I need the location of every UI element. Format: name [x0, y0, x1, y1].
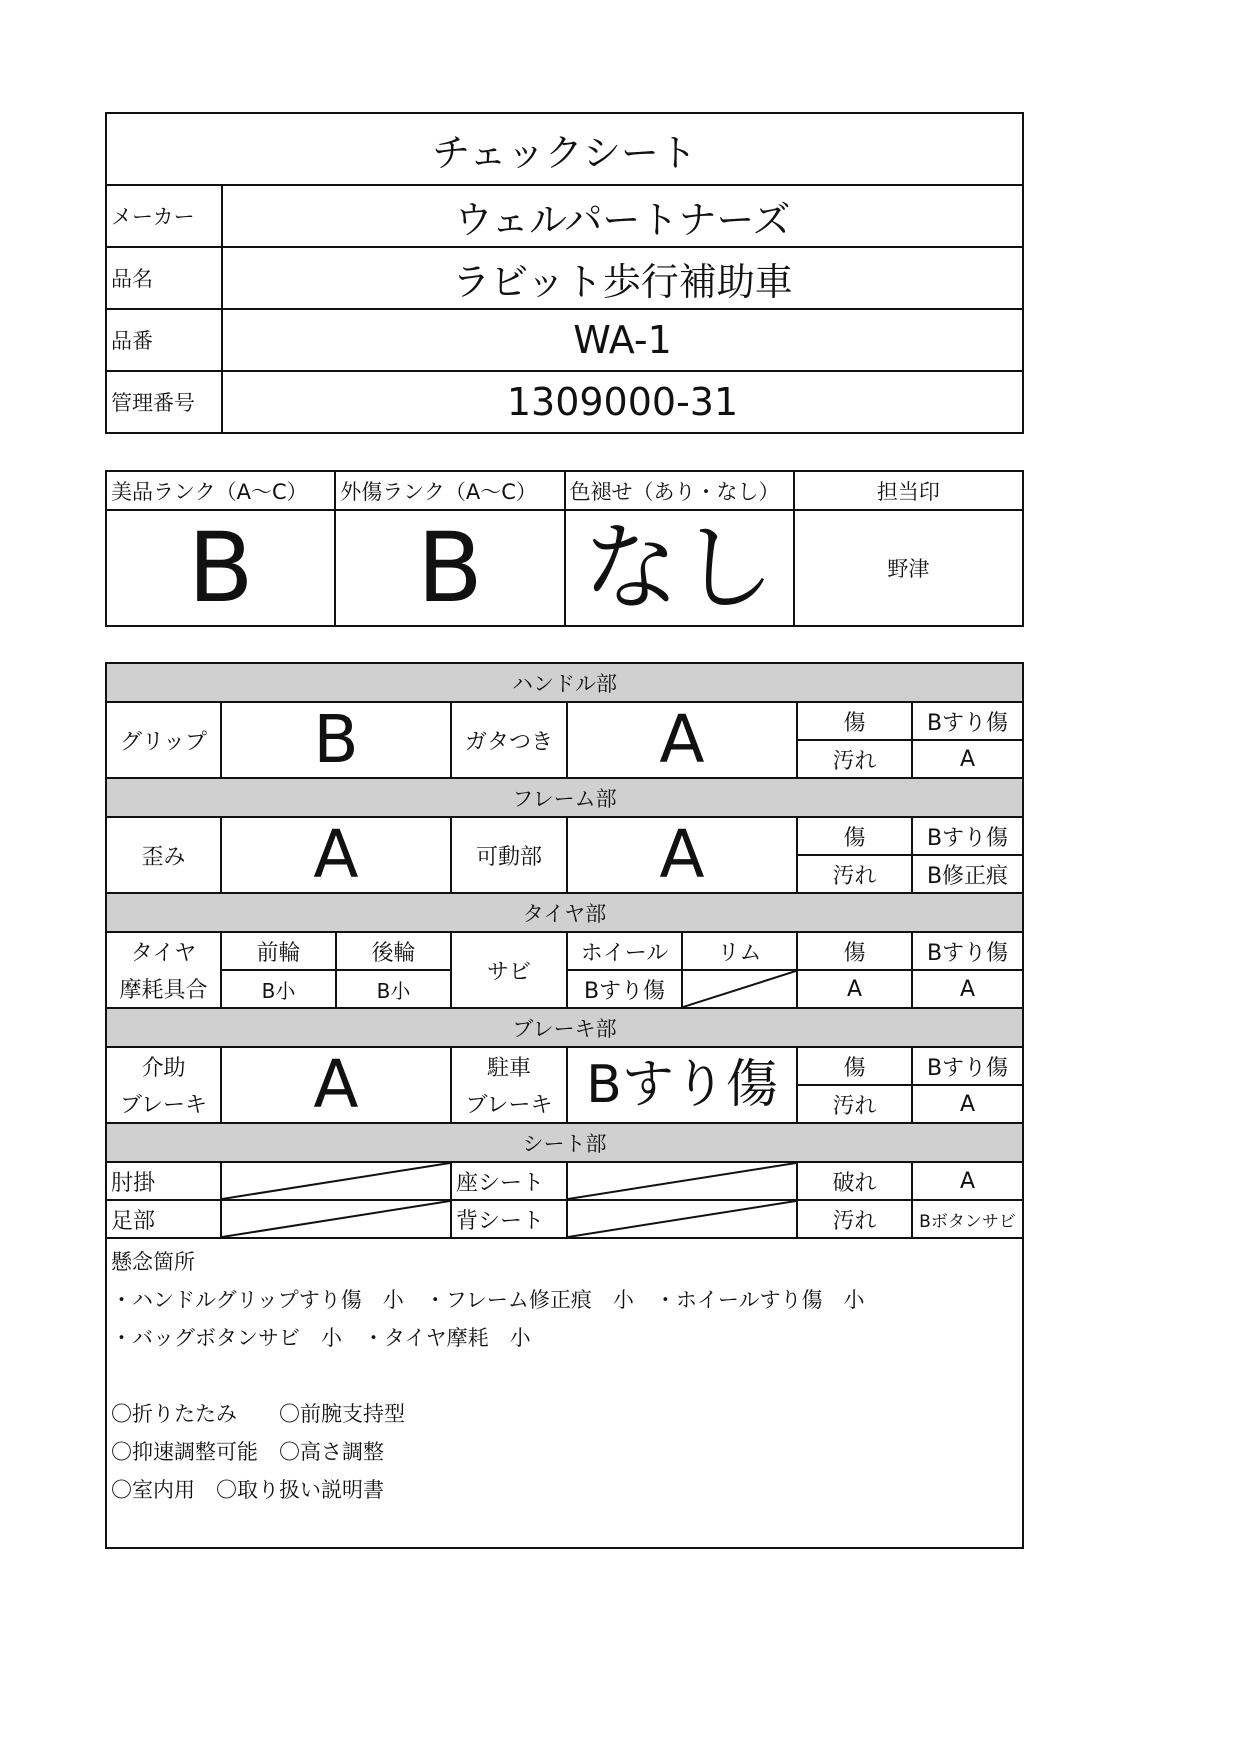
handle-scratch-label: 傷	[797, 702, 912, 740]
damage-rank-header: 外傷ランク（A～C）	[335, 471, 564, 510]
brake-section-header: ブレーキ部	[106, 1008, 1023, 1047]
footrest-label: 足部	[106, 1200, 221, 1238]
assist-brake-value: A	[221, 1047, 451, 1123]
brake-scratch-label: 傷	[797, 1047, 912, 1085]
seat-dirt-label: 汚れ	[797, 1200, 912, 1238]
tire-section-header: タイヤ部	[106, 893, 1023, 932]
tire-extra-right: A	[912, 970, 1023, 1008]
tire-scratch-label: 傷	[797, 932, 912, 970]
rim-value-empty	[682, 970, 797, 1008]
options-line-1: 〇折りたたみ 〇前腕支持型	[111, 1402, 405, 1426]
options-line-3: 〇室内用 〇取り扱い説明書	[111, 1478, 384, 1502]
frame-section-header: フレーム部	[106, 778, 1023, 817]
parking-brake-value: Bすり傷	[567, 1047, 797, 1123]
beauty-rank-value: B	[106, 510, 335, 626]
inspector-stamp: 野津	[794, 510, 1023, 626]
brake-dirt-value: A	[912, 1085, 1023, 1123]
product-number-value: WA-1	[222, 309, 1023, 371]
concerns-title: 懸念箇所	[111, 1250, 195, 1274]
tire-wear-label-2: 摩耗具合	[106, 970, 221, 1008]
inspector-header: 担当印	[794, 471, 1023, 510]
diagonal-strike	[568, 1201, 796, 1237]
diagonal-strike	[222, 1201, 450, 1237]
parking-brake-label-2: ブレーキ	[451, 1085, 567, 1123]
rust-label: サビ	[451, 932, 567, 1008]
rear-wheel-label: 後輪	[336, 932, 451, 970]
armrest-label: 肘掛	[106, 1162, 221, 1200]
tire-scratch-value: Bすり傷	[912, 932, 1023, 970]
seat-tear-value: A	[912, 1162, 1023, 1200]
product-name-label: 品名	[106, 247, 222, 309]
management-number-value: 1309000-31	[222, 371, 1023, 433]
seat-tear-label: 破れ	[797, 1162, 912, 1200]
warp-value: A	[221, 817, 451, 893]
seat-dirt-value: Bボタンサビ	[912, 1200, 1023, 1238]
diagonal-strike	[222, 1163, 450, 1199]
handle-scratch-value: Bすり傷	[912, 702, 1023, 740]
frame-scratch-value: Bすり傷	[912, 817, 1023, 855]
handle-dirt-label: 汚れ	[797, 740, 912, 778]
diagonal-strike	[568, 1163, 796, 1199]
wheel-value: Bすり傷	[567, 970, 682, 1008]
assist-brake-label-2: ブレーキ	[106, 1085, 221, 1123]
concerns-line-1: ・ハンドルグリップすり傷 小 ・フレーム修正痕 小 ・ホイールすり傷 小	[111, 1288, 865, 1312]
tire-wear-label-1: タイヤ	[106, 932, 221, 970]
movable-label: 可動部	[451, 817, 567, 893]
beauty-rank-header: 美品ランク（A～C）	[106, 471, 335, 510]
tire-extra-left: A	[797, 970, 912, 1008]
fade-value: なし	[565, 510, 794, 626]
maker-value: ウェルパートナーズ	[222, 185, 1023, 247]
diagonal-strike	[683, 971, 796, 1007]
warp-label: 歪み	[106, 817, 221, 893]
seat-cushion-label: 座シート	[451, 1162, 567, 1200]
grip-label: グリップ	[106, 702, 221, 778]
front-wheel-label: 前輪	[221, 932, 336, 970]
concerns-line-2: ・バッグボタンサビ 小 ・タイヤ摩耗 小	[111, 1326, 531, 1350]
grip-value: B	[221, 702, 451, 778]
concerns-box	[106, 1238, 1023, 1548]
backrest-value-empty	[567, 1200, 797, 1238]
frame-scratch-label: 傷	[797, 817, 912, 855]
damage-rank-value: B	[335, 510, 564, 626]
seat-section-header: シート部	[106, 1123, 1023, 1162]
assist-brake-label-1: 介助	[106, 1047, 221, 1085]
product-number-label: 品番	[106, 309, 222, 371]
backrest-label: 背シート	[451, 1200, 567, 1238]
rim-label: リム	[682, 932, 797, 970]
fade-header: 色褪せ（あり・なし）	[565, 471, 794, 510]
rank-table	[105, 470, 1024, 627]
options-line-2: 〇抑速調整可能 〇高さ調整	[111, 1440, 384, 1464]
wheel-label: ホイール	[567, 932, 682, 970]
brake-dirt-label: 汚れ	[797, 1085, 912, 1123]
handle-section-header: ハンドル部	[106, 663, 1023, 702]
parking-brake-label-1: 駐車	[451, 1047, 567, 1085]
product-info-table	[105, 112, 1024, 434]
maker-label: メーカー	[106, 185, 222, 247]
frame-dirt-label: 汚れ	[797, 855, 912, 893]
rattle-value: A	[567, 702, 797, 778]
rattle-label: ガタつき	[451, 702, 567, 778]
frame-dirt-value: B修正痕	[912, 855, 1023, 893]
armrest-value-empty	[221, 1162, 451, 1200]
footrest-value-empty	[221, 1200, 451, 1238]
rear-wheel-value: B小	[336, 970, 451, 1008]
product-name-value: ラビット歩行補助車	[222, 247, 1023, 309]
management-number-label: 管理番号	[106, 371, 222, 433]
handle-dirt-value: A	[912, 740, 1023, 778]
movable-value: A	[567, 817, 797, 893]
seat-cushion-value-empty	[567, 1162, 797, 1200]
inspection-detail-table	[105, 662, 1024, 1549]
brake-scratch-value: Bすり傷	[912, 1047, 1023, 1085]
sheet-title: チェックシート	[106, 113, 1023, 185]
front-wheel-value: B小	[221, 970, 336, 1008]
